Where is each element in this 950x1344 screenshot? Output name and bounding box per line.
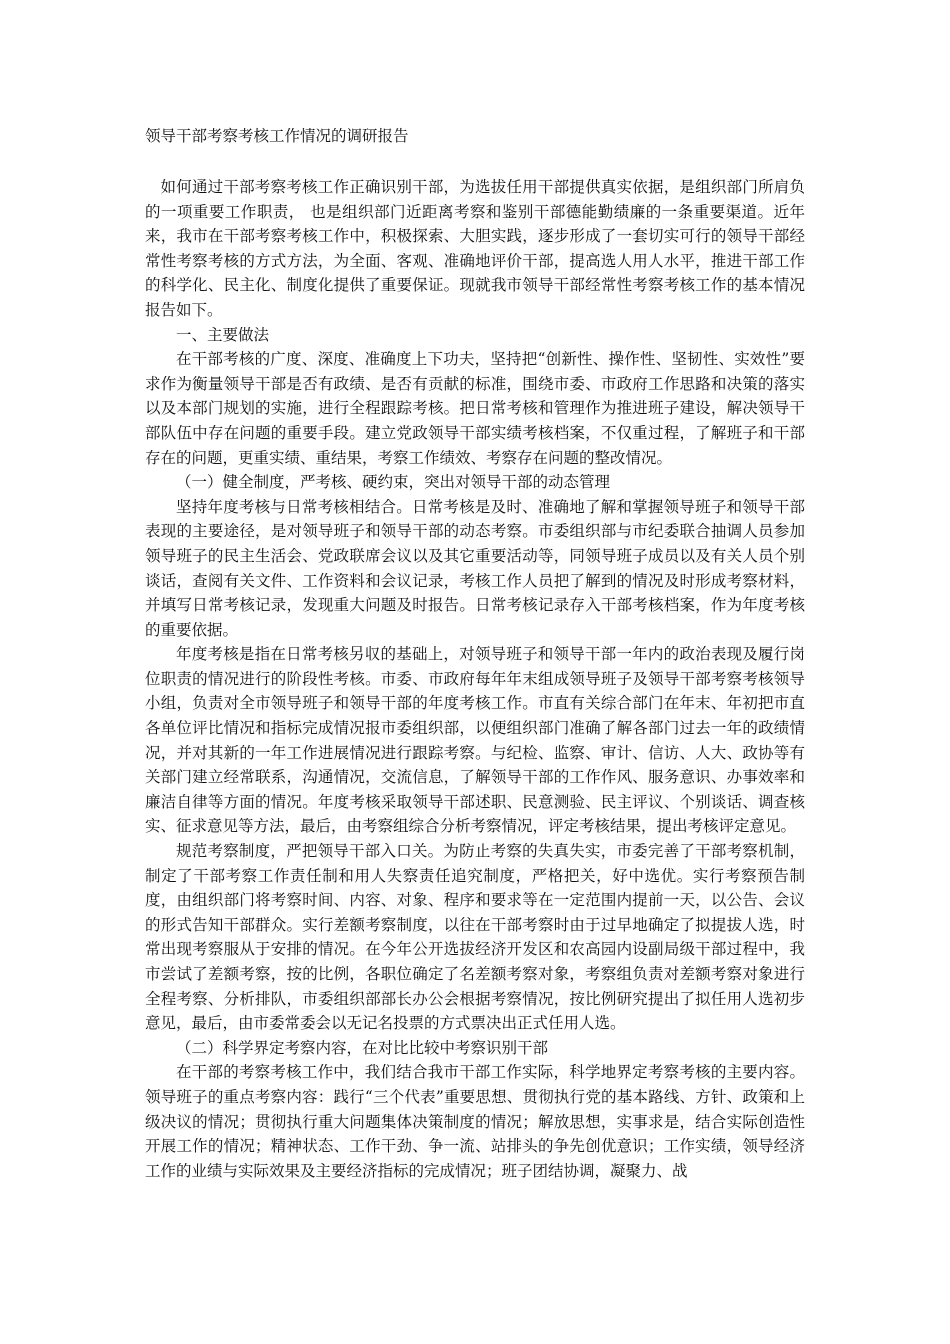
subsection-heading-2: （二）科学界定考察内容，在对比比较中考察识别干部 (176, 1038, 549, 1057)
paragraph: 坚持年度考核与日常考核相结合。日常考核是及时、准确地了解和掌握领导班子和领导干部表现的主要途径，是对领导班子和领导干部的动态考察。市委组织部与市纪委联合抽调人员参加领导班子的民主生活会、党政联席会议以及其它重要活动等，同领导班子成员以及有关人员个别谈话，查阅有关文件、工作资料和会议记录，考核工作人员把了解到的情况及时形成考察材料，并填写日常考核记录，发现重大问题及时报告。日常考核记录存入干部考核档案，作为年度考核的重要依据。 (145, 497, 805, 639)
paragraph: 在干部的考察考核工作中，我们结合我市干部工作实际，科学地界定考察考核的主要内容。领导班子的重点考察内容：践行“三个代表”重要思想、贯彻执行党的基本路线、方针、政策和上级决议的情况；贯彻执行重大问题集体决策制度的情况；解放思想，实事求是，结合实际创造性开展工作的情况；精神状态、工作干劲、争一流、站排头的争先创优意识；工作实绩，领导经济工作的业绩与实际效果及主要经济指标的完成情况；班子团结协调，凝聚力、战 (145, 1063, 805, 1180)
section-heading-main-practices: 一、主要做法 (176, 325, 270, 344)
subsection-heading-1: （一）健全制度，严考核、硬约束，突出对领导干部的动态管理 (176, 473, 611, 492)
document-body (145, 175, 805, 1183)
paragraph-intro: 如何通过干部考察考核工作正确识别干部，为选拔任用干部提供真实依据，是组织部门所肩负的一项重要工作职责， 也是组织部门近距离考察和鉴别干部德能勤绩廉的一条重要渠道。近年来，我市在干部考察考核工作中，积极探索、大胆实践，逐步形成了一套切实可行的领导干部经常性考察考核的方式方法，为全面、客观、准确地评价干部，提高选人用人水平，推进干部工作的科学化、民主化、制度化提供了重要保证。现就我市领导干部经常性考察考核工作的基本情况报告如下。 (145, 178, 805, 319)
paragraph: 年度考核是指在日常考核另収的基础上，对领导班子和领导干部一年内的政治表现及履行岗位职责的情况进行的阶段性考核。市委、市政府每年年末组成领导班子及领导干部考察考核领导小组，负责对全市领导班子和领导干部的年度考核工作。市直有关综合部门在年末、年初把市直各单位评比情况和指标完成情况报市委组织部，以便组织部门准确了解各部门过去一年的政绩情况，并对其新的一年工作进展情况进行跟踪考察。与纪检、监察、审计、信访、人大、政协等有关部门建立经常联系，沟通情况，交流信息，了解领导干部的工作作风、服务意识、办事效率和廉洁自律等方面的情况。年度考核采取领导干部述职、民意测验、民主评议、个别谈话、调查核实、征求意见等方法，最后，由考察组综合分析考察情况，评定考核结果，提出考核评定意见。 (145, 645, 805, 836)
document-title: 领导干部考察考核工作情况的调研报告 (145, 127, 409, 145)
paragraph: 在干部考核的广度、深度、准确度上下功夫，坚持把“创新性、操作性、坚韧性、实效性”要求作为衡量领导干部是否有政绩、是否有贡献的标准，围绕市委、市政府工作思路和决策的落实以及本部门规划的实施，进行全程跟踪考核。把日常考核和管理作为推进班子建设，解决领导干部队伍中存在问题的重要手段。建立党政领导干部实绩考核档案，不仅重过程，了解班子和干部存在的问题，更重实绩、重结果，考察工作绩效、考察存在问题的整改情况。 (145, 350, 805, 467)
paragraph: 规范考察制度，严把领导干部入口关。为防止考察的失真失实，市委完善了干部考察机制，制定了干部考察工作责任制和用人失察责任追究制度，严格把关，好中选优。实行考察预告制度，由组织部门将考察时间、内容、对象、程序和要求等在一定范围内提前一天，以公告、会议的形式告知干部群众。实行差额考察制度，以往在干部考察时由于过早地确定了拟提拔人选，时常出现考察服从于安排的情况。在今年公开选拔经济开发区和农高园内设副局级干部过程中，我市尝试了差额考察，按的比例，各职位确定了名差额考察对象，考察组负责对差额考察对象进行全程考察、分析排队，市委组织部部长办公会根据考察情况，按比例研究提出了拟任用人选初步意见，最后，由市委常委会以无记名投票的方式票决出正式任用人选。 (145, 842, 805, 1033)
